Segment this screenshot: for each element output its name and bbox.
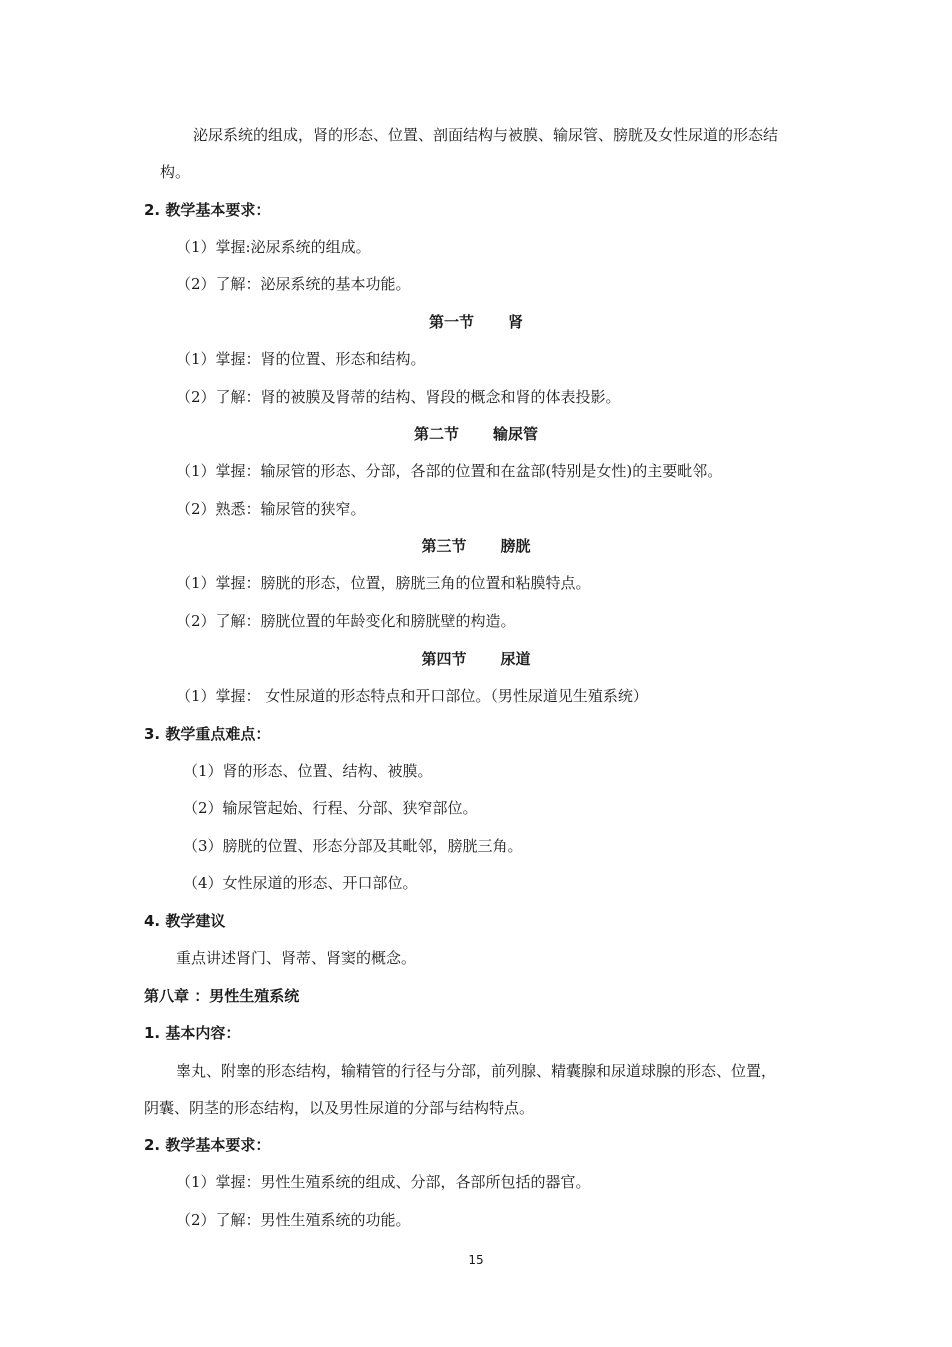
section-item: （1）掌握：肾的位置、形态和结构。: [176, 350, 426, 368]
requirements-heading: 2. 教学基本要求：: [144, 201, 271, 219]
section-name: 输尿管: [493, 425, 539, 443]
section-item: （2）了解：膀胱位置的年龄变化和膀胱壁的构造。: [176, 612, 516, 630]
section-title-kidney: [0, 312, 952, 332]
page-number: 15: [468, 1253, 484, 1267]
section-number: 第四节: [421, 650, 467, 668]
section-number: 第三节: [421, 537, 467, 555]
chapter8-requirement-item: （2）了解：男性生殖系统的功能。: [176, 1211, 411, 1229]
chapter8-content-line-1: 睾丸、附睾的形态结构，输精管的行径与分部，前列腺、精囊腺和尿道球腺的形态、位置，: [176, 1062, 777, 1080]
section-title-urethra: [0, 649, 952, 669]
section-item: （2）熟悉：输尿管的狭窄。: [176, 500, 366, 518]
key-point-item: （4）女性尿道的形态、开口部位。: [183, 874, 418, 892]
section-title-ureter: [0, 424, 952, 444]
requirement-item: （1）掌握:泌尿系统的组成。: [176, 238, 371, 256]
intro-line-1: 泌尿系统的组成，肾的形态、位置、剖面结构与被膜、输尿管、膀胱及女性尿道的形态结: [193, 126, 779, 144]
section-item: （1）掌握： 女性尿道的形态特点和开口部位。（男性尿道见生殖系统）: [176, 687, 648, 705]
section-name: 膀胱: [500, 537, 531, 555]
chapter8-title: 第八章 ：男性生殖系统: [144, 987, 300, 1005]
suggestions-text: 重点讲述肾门、肾蒂、肾窦的概念。: [176, 949, 417, 967]
suggestions-heading: 4. 教学建议: [144, 912, 226, 930]
chapter8-content-heading: 1. 基本内容：: [144, 1024, 241, 1042]
section-name: 尿道: [500, 650, 531, 668]
section-number: 第一节: [428, 313, 474, 331]
section-number: 第二节: [413, 425, 459, 443]
section-item: （1）掌握：膀胱的形态，位置，膀胱三角的位置和粘膜特点。: [176, 574, 591, 592]
chapter8-requirements-heading: 2. 教学基本要求：: [144, 1136, 271, 1154]
requirement-item: （2）了解：泌尿系统的基本功能。: [176, 275, 411, 293]
key-point-item: （1）肾的形态、位置、结构、被膜。: [183, 762, 433, 780]
intro-line-2: 构。: [160, 163, 191, 181]
section-title-bladder: [0, 536, 952, 556]
chapter8-requirement-item: （1）掌握：男性生殖系统的组成、分部，各部所包括的器官。: [176, 1173, 591, 1191]
key-point-item: （3）膀胱的位置、形态分部及其毗邻，膀胱三角。: [183, 837, 523, 855]
section-item: （2）了解：肾的被膜及肾蒂的结构、肾段的概念和肾的体表投影。: [176, 388, 621, 406]
key-points-heading: 3. 教学重点难点：: [144, 725, 271, 743]
key-point-item: （2）输尿管起始、行程、分部、狭窄部位。: [183, 799, 478, 817]
section-item: （1）掌握：输尿管的形态、分部，各部的位置和在盆部(特别是女性)的主要毗邻。: [176, 462, 723, 480]
chapter8-content-line-2: 阴囊、阴茎的形态结构，以及男性尿道的分部与结构特点。: [144, 1099, 535, 1117]
section-name: 肾: [508, 313, 524, 331]
